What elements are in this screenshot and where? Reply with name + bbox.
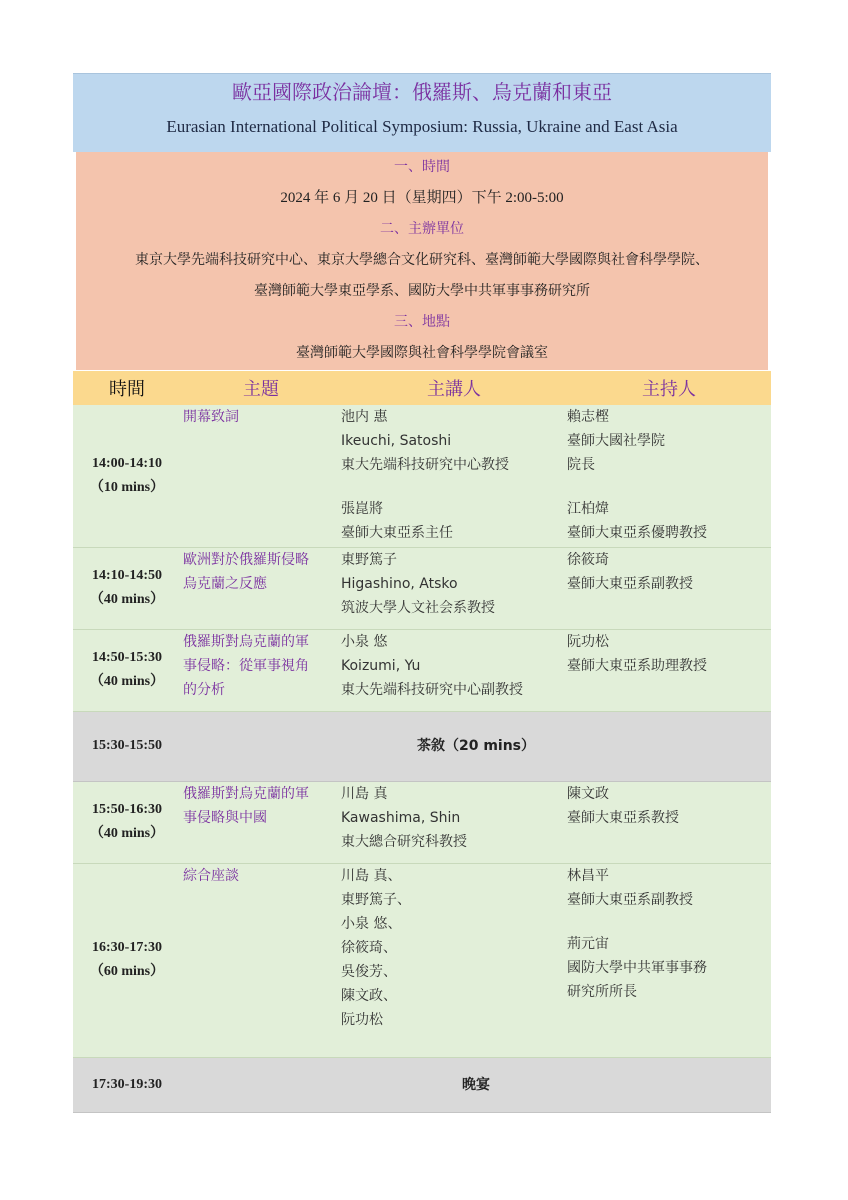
session-topic bbox=[181, 547, 341, 629]
host-line: 院長 bbox=[567, 457, 595, 473]
session-row bbox=[73, 781, 771, 863]
session-time bbox=[73, 629, 181, 711]
session-row bbox=[73, 863, 771, 1057]
header-topic: 主題 bbox=[181, 371, 341, 405]
speaker-line: 川島 真、 bbox=[341, 867, 402, 884]
session-host bbox=[567, 629, 771, 711]
title-banner bbox=[73, 73, 771, 152]
session-host bbox=[567, 547, 771, 629]
time-heading: 一、時間 bbox=[394, 159, 450, 175]
host-line: 陳文政 bbox=[567, 785, 609, 802]
host-line: 江柏煒 bbox=[567, 501, 609, 517]
session-time bbox=[73, 405, 181, 547]
speaker-line bbox=[341, 477, 567, 497]
session-speaker bbox=[341, 547, 567, 629]
session-topic bbox=[181, 405, 341, 547]
title-english: Eurasian International Political Symposium: Russia, Ukraine and East Asia bbox=[166, 117, 678, 136]
host-line: 臺師大東亞系優聘教授 bbox=[567, 525, 707, 541]
break-label: 晚宴 bbox=[181, 1057, 771, 1112]
speaker-line: 東大總合研究科教授 bbox=[341, 833, 467, 850]
session-time-range: 15:50-16:30 bbox=[92, 802, 162, 817]
speaker-line: 東野篤子、 bbox=[341, 891, 411, 908]
break-label: 茶敘（20 mins） bbox=[181, 711, 771, 781]
session-host bbox=[567, 781, 771, 863]
break-row bbox=[73, 711, 771, 781]
organizer-line-1: 東京大學先端科技研究中心、東京大學總合文化研究科、臺灣師範大學國際與社會科學學院、 bbox=[135, 252, 709, 268]
venue-heading: 三、地點 bbox=[394, 314, 450, 330]
session-duration: （10 mins） bbox=[89, 479, 165, 495]
session-time-range: 14:10-14:50 bbox=[92, 568, 162, 583]
speaker-line: 吳俊芳、 bbox=[341, 963, 397, 980]
session-topic bbox=[181, 863, 341, 1057]
host-line: 國防大學中共軍事事務 bbox=[567, 959, 707, 976]
host-line bbox=[567, 477, 771, 497]
session-duration: （60 mins） bbox=[89, 964, 165, 979]
host-line: 臺師大東亞系副教授 bbox=[567, 575, 693, 592]
session-time bbox=[73, 781, 181, 863]
host-line: 研究所所長 bbox=[567, 983, 637, 1000]
speaker-line: 小泉 悠 bbox=[341, 633, 388, 650]
session-time bbox=[73, 863, 181, 1057]
speaker-line: 東野篤子 bbox=[341, 551, 397, 568]
session-topic bbox=[181, 781, 341, 863]
organizer-heading: 二、主辦單位 bbox=[380, 221, 464, 237]
session-row bbox=[73, 547, 771, 629]
session-row bbox=[73, 405, 771, 547]
speaker-line: Kawashima, Shin bbox=[341, 809, 461, 826]
session-speaker bbox=[341, 781, 567, 863]
session-speaker bbox=[341, 629, 567, 711]
session-row bbox=[73, 629, 771, 711]
session-time-range: 16:30-17:30 bbox=[92, 940, 162, 955]
session-speaker bbox=[341, 863, 567, 1057]
topic-line: 事侵略：從軍事視角 bbox=[183, 657, 309, 674]
speaker-line: 張崑將 bbox=[341, 501, 383, 517]
session-duration: （40 mins） bbox=[89, 592, 165, 607]
session-host bbox=[567, 405, 771, 547]
session-topic bbox=[181, 629, 341, 711]
topic-line: 俄羅斯對烏克蘭的軍 bbox=[183, 633, 309, 650]
host-line: 賴志樫 bbox=[567, 409, 609, 425]
break-time: 17:30-19:30 bbox=[73, 1057, 181, 1112]
schedule-body bbox=[73, 405, 771, 1112]
host-line: 阮功松 bbox=[567, 633, 609, 650]
speaker-line: 小泉 悠、 bbox=[341, 915, 402, 932]
program-sheet bbox=[73, 73, 771, 370]
session-time-range: 14:00-14:10 bbox=[92, 455, 162, 471]
break-row bbox=[73, 1057, 771, 1112]
speaker-line: 筑波大學人文社会系教授 bbox=[341, 599, 495, 616]
topic-line: 開幕致詞 bbox=[183, 409, 239, 425]
title-chinese: 歐亞國際政治論壇：俄羅斯、烏克蘭和東亞 bbox=[232, 80, 612, 104]
speaker-line: 徐筱琦、 bbox=[341, 939, 397, 956]
time-value: 2024 年 6 月 20 日（星期四）下午 2:00-5:00 bbox=[280, 190, 564, 206]
topic-line: 俄羅斯對烏克蘭的軍 bbox=[183, 785, 309, 802]
speaker-line: 阮功松 bbox=[341, 1011, 383, 1028]
header-time: 時間 bbox=[73, 371, 181, 405]
topic-line: 綜合座談 bbox=[183, 867, 239, 884]
speaker-line: 東大先端科技研究中心副教授 bbox=[341, 681, 523, 698]
speaker-line: 池内 惠 bbox=[341, 409, 388, 425]
speaker-line: Koizumi, Yu bbox=[341, 657, 421, 674]
host-line: 臺師大國社學院 bbox=[567, 433, 665, 449]
schedule-header-row bbox=[73, 371, 771, 405]
break-time: 15:30-15:50 bbox=[73, 711, 181, 781]
host-line bbox=[567, 912, 771, 932]
event-info bbox=[76, 152, 768, 370]
session-host bbox=[567, 863, 771, 1057]
speaker-line: 陳文政、 bbox=[341, 987, 397, 1004]
host-line: 臺師大東亞系教授 bbox=[567, 809, 679, 826]
host-line: 林昌平 bbox=[567, 867, 609, 884]
topic-line: 歐洲對於俄羅斯侵略 bbox=[183, 551, 309, 568]
organizer-line-2: 臺灣師範大學東亞學系、國防大學中共軍事事務研究所 bbox=[254, 283, 590, 299]
topic-line: 烏克蘭之反應 bbox=[183, 575, 267, 592]
host-line: 臺師大東亞系助理教授 bbox=[567, 657, 707, 674]
session-duration: （40 mins） bbox=[89, 826, 165, 841]
venue-value: 臺灣師範大學國際與社會科學學院會議室 bbox=[296, 345, 548, 361]
host-line: 徐筱琦 bbox=[567, 551, 609, 568]
session-speaker bbox=[341, 405, 567, 547]
topic-line: 的分析 bbox=[183, 681, 225, 698]
topic-line: 事侵略與中國 bbox=[183, 809, 267, 826]
host-line: 荊元宙 bbox=[567, 935, 609, 952]
header-speaker: 主講人 bbox=[341, 371, 567, 405]
speaker-line: Ikeuchi, Satoshi bbox=[341, 433, 452, 449]
session-time-range: 14:50-15:30 bbox=[92, 650, 162, 665]
speaker-line: 臺師大東亞系主任 bbox=[341, 525, 453, 541]
session-duration: （40 mins） bbox=[89, 674, 165, 689]
speaker-line: 東大先端科技研究中心教授 bbox=[341, 457, 509, 473]
session-time bbox=[73, 547, 181, 629]
speaker-line: 川島 真 bbox=[341, 785, 388, 802]
speaker-line: Higashino, Atsko bbox=[341, 575, 458, 592]
header-host: 主持人 bbox=[567, 371, 771, 405]
host-line: 臺師大東亞系副教授 bbox=[567, 891, 693, 908]
schedule-table bbox=[73, 371, 771, 1113]
